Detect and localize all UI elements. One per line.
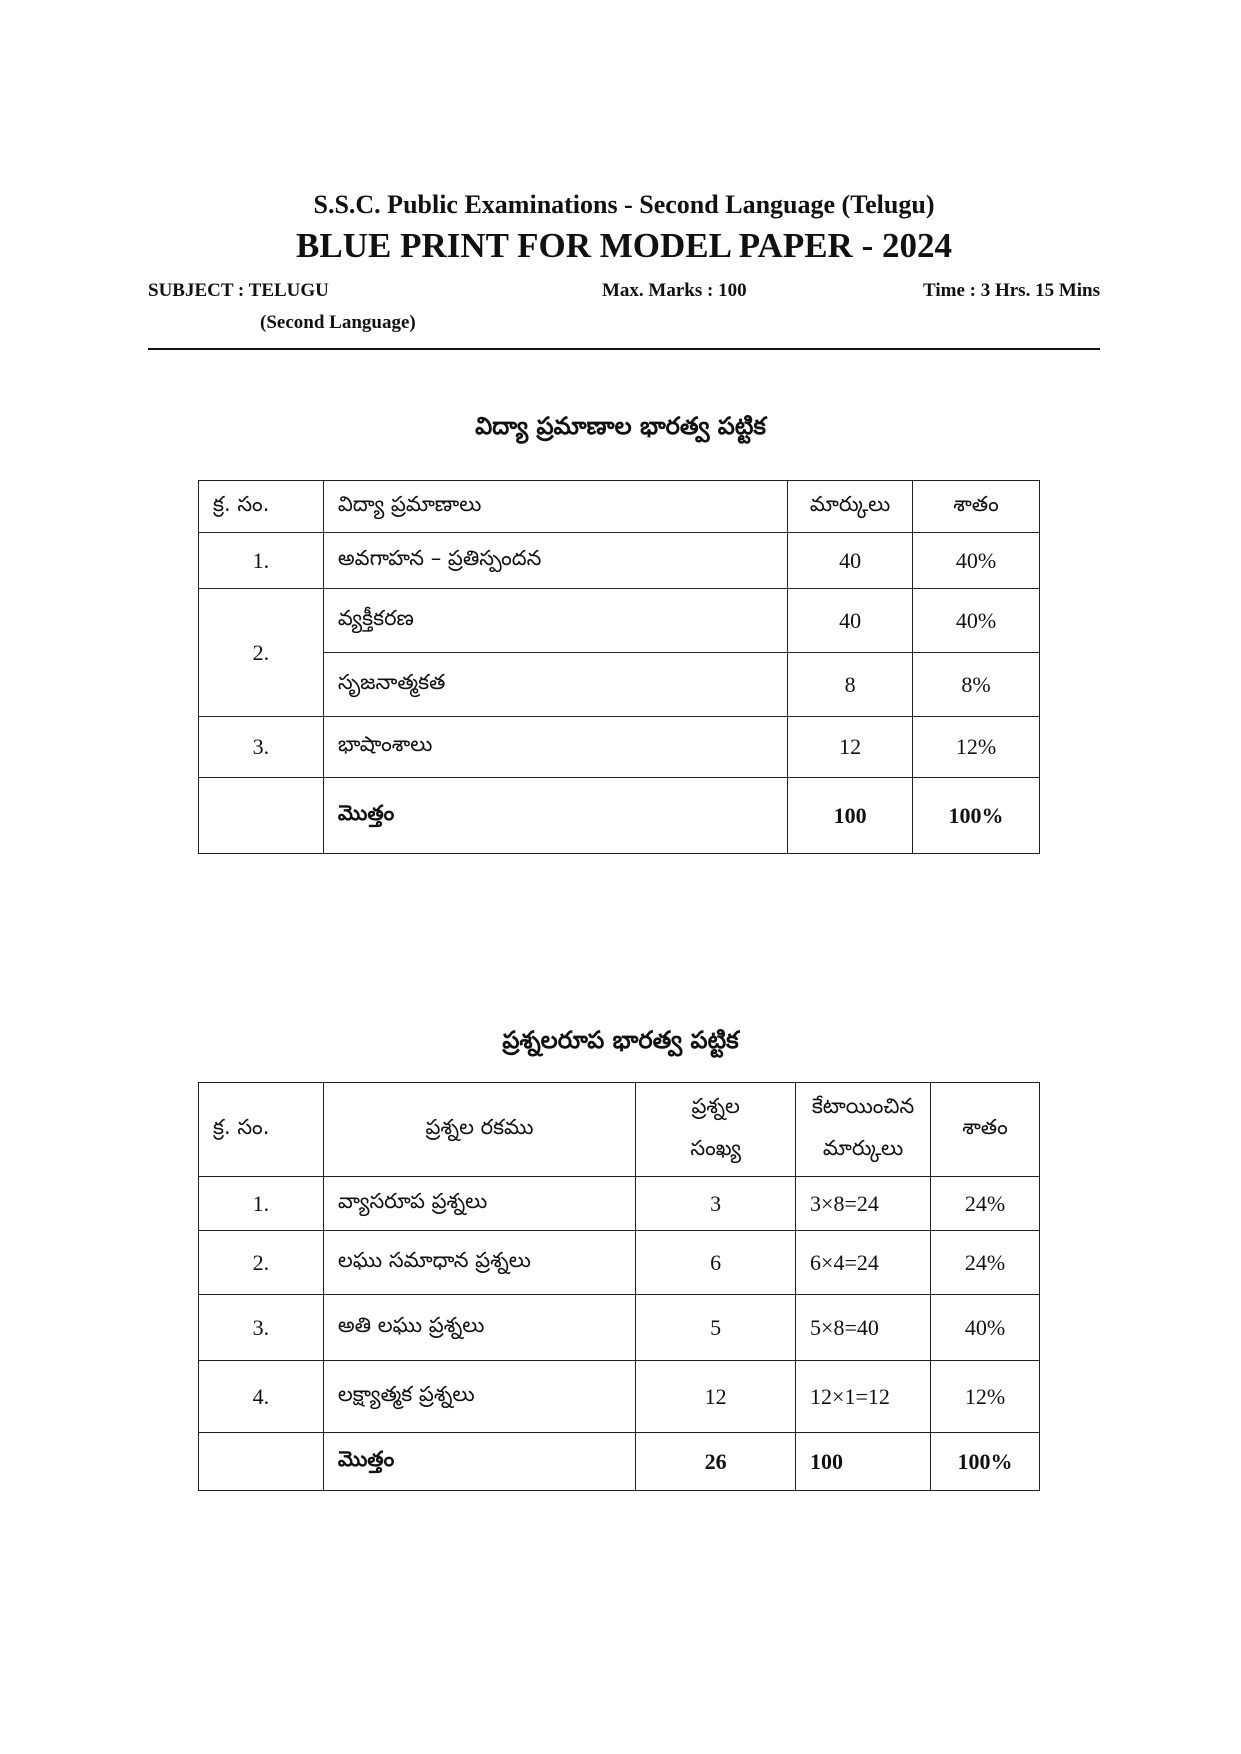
subject-sub-label: (Second Language) — [260, 312, 416, 333]
standards-weightage-table — [198, 480, 1040, 854]
row-standard: వ్యక్తీకరణ — [323, 589, 787, 653]
row-count: 5 — [636, 1295, 796, 1361]
header-count-line1: ప్రశ్నల — [691, 1093, 740, 1118]
row-serial: 1. — [199, 533, 324, 589]
total-marks: 100 — [788, 778, 913, 854]
table-row — [199, 717, 1040, 778]
total-row — [199, 778, 1040, 854]
table-header-row — [199, 481, 1040, 533]
row-percent: 24% — [931, 1231, 1040, 1295]
total-label: మొత్తం — [323, 778, 787, 854]
header-divider — [148, 348, 1100, 350]
time-label: Time : 3 Hrs. 15 Mins — [923, 280, 1100, 301]
row-marks: 8 — [788, 653, 913, 717]
header-percent: శాతం — [913, 481, 1040, 533]
row-question-type: వ్యాసరూప ప్రశ్నలు — [323, 1177, 635, 1231]
header-serial: క్ర. సం. — [199, 1083, 324, 1177]
row-percent: 8% — [913, 653, 1040, 717]
table-row — [199, 589, 1040, 653]
header-question-count — [636, 1083, 796, 1177]
total-count: 26 — [636, 1433, 796, 1491]
table-row — [199, 1231, 1040, 1295]
document-header — [148, 190, 1100, 338]
header-count-line2: సంఖ్య — [690, 1135, 741, 1160]
row-serial: 2. — [199, 589, 324, 717]
row-percent: 40% — [931, 1295, 1040, 1361]
row-question-type: అతి లఘు ప్రశ్నలు — [323, 1295, 635, 1361]
row-marks: 40 — [788, 533, 913, 589]
meta-row — [148, 274, 1100, 338]
row-count: 12 — [636, 1361, 796, 1433]
total-serial — [199, 778, 324, 854]
row-serial: 1. — [199, 1177, 324, 1231]
row-question-type: లక్ష్యాత్మక ప్రశ్నలు — [323, 1361, 635, 1433]
table-row — [199, 1295, 1040, 1361]
header-marks-line2: మార్కులు — [822, 1135, 904, 1160]
row-marks: 40 — [788, 589, 913, 653]
row-standard: అవగాహన – ప్రతిస్పందన — [323, 533, 787, 589]
row-count: 3 — [636, 1177, 796, 1231]
total-percent: 100% — [931, 1433, 1040, 1491]
exam-title: S.S.C. Public Examinations - Second Language (Telugu) — [313, 190, 935, 219]
row-marks: 5×8=40 — [796, 1295, 931, 1361]
header-question-type: ప్రశ్నల రకము — [323, 1083, 635, 1177]
row-question-type: లఘు సమాధాన ప్రశ్నలు — [323, 1231, 635, 1295]
total-marks: 100 — [796, 1433, 931, 1491]
total-label: మొత్తం — [323, 1433, 635, 1491]
row-marks: 12×1=12 — [796, 1361, 931, 1433]
row-marks: 6×4=24 — [796, 1231, 931, 1295]
row-count: 6 — [636, 1231, 796, 1295]
row-percent: 40% — [913, 533, 1040, 589]
header-marks: మార్కులు — [788, 481, 913, 533]
table-row — [199, 653, 1040, 717]
table-row — [199, 1361, 1040, 1433]
row-serial: 3. — [199, 717, 324, 778]
total-percent: 100% — [913, 778, 1040, 854]
header-marks-line1: కేటాయించిన — [811, 1093, 915, 1118]
question-type-weightage-table — [198, 1082, 1040, 1491]
table-header-row — [199, 1083, 1040, 1177]
total-serial — [199, 1433, 324, 1491]
row-standard: సృజనాత్మకత — [323, 653, 787, 717]
row-serial: 3. — [199, 1295, 324, 1361]
row-serial: 2. — [199, 1231, 324, 1295]
header-standard: విద్యా ప్రమాణాలు — [323, 481, 787, 533]
row-marks: 12 — [788, 717, 913, 778]
max-marks-label: Max. Marks : 100 — [602, 280, 747, 301]
table-row — [199, 533, 1040, 589]
row-percent: 24% — [931, 1177, 1040, 1231]
subject-label: SUBJECT : TELUGU — [148, 280, 329, 301]
row-marks: 3×8=24 — [796, 1177, 931, 1231]
header-percent: శాతం — [931, 1083, 1040, 1177]
row-percent: 40% — [913, 589, 1040, 653]
header-allotted-marks — [796, 1083, 931, 1177]
row-percent: 12% — [931, 1361, 1040, 1433]
table1-title: విద్యా ప్రమాణాల భారత్వ పట్టిక — [475, 412, 766, 440]
table2-title: ప్రశ్నలరూప భారత్వ పట్టిక — [502, 1026, 739, 1054]
header-serial: క్ర. సం. — [199, 481, 324, 533]
blueprint-title: BLUE PRINT FOR MODEL PAPER - 2024 — [296, 226, 952, 265]
row-percent: 12% — [913, 717, 1040, 778]
row-standard: భాషాంశాలు — [323, 717, 787, 778]
row-serial: 4. — [199, 1361, 324, 1433]
total-row — [199, 1433, 1040, 1491]
table-row — [199, 1177, 1040, 1231]
